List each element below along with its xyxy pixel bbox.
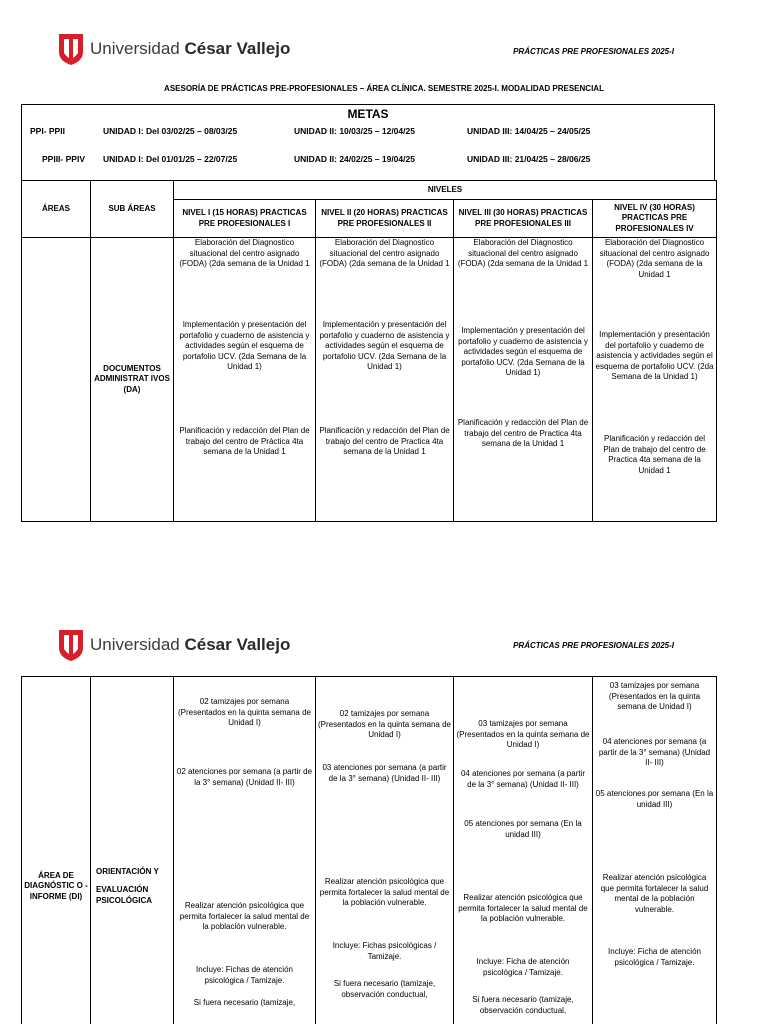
di-cell-level-4: 03 tamizajes por semana (Presentados en la quinta semana de Unidad I) 04 atenciones por semana (a partir de la 3° semana) (Unidad II- III) 05 atenciones por semana (En la unidad III) Realizar atención psicológica que permita fortalecer la salud mental de la población vulnerable. Incluye: Ficha de atención psicológica / Tamizaje. [593,677,717,1024]
header-level-1: NIVEL I (15 HORAS) PRACTICAS PRE PROFESIONALES I [174,200,316,238]
da-cell-level-3: Elaboración del Diagnostico situacional del centro asignado (FODA) (2da semana de la Unidad 1 Implementación y presentación del portafolio y cuaderno de asistencia y actividades según el esquema de portafolio UCV. (2da Semana de la Unidad 1) Planificación y redacción del Plan de trabajo del centro de Practica 4ta semana de la Unidad 1 [454,238,593,522]
di-cell-level-3: 03 tamizajes por semana (Presentados en la quinta semana de Unidad I) 04 atenciones por semana (a partir de la 3° semana) (Unidad II- III) 05 atenciones por semana (En la unidad III) Realizar atención psicológica que permita fortalecer la salud mental de la población vulnerable. Incluye: Ficha de atención psicológica / Tamizaje. Si fuera necesario (tamizaje, observación conductual, [454,677,593,1024]
subarea-da: DOCUMENTOS ADMINISTRAT IVOS (DA) [91,238,174,522]
metas-table [21,180,717,522]
da-cell-level-2: Elaboración del Diagnostico situacional del centro asignado (FODA) (2da semana de la Unidad 1 Implementación y presentación del portafolio y cuaderno de asistencia y actividades según el esquema de portafolio UCV. (2da Semana de la Unidad 1) Planificación y redacción del Plan de trabajo del centro de Practica 4ta semana de la Unidad 1 [316,238,454,522]
metas-unit-3: UNIDAD III: 14/04/25 – 24/05/25 [467,126,591,136]
metas-unit-2: UNIDAD II: 24/02/25 – 19/04/25 [294,154,415,164]
page-2 [0,610,768,1024]
da-cell-level-1: Elaboración del Diagnostico situacional del centro asignado (FODA) (2da semana de la Unidad 1 Implementación y presentación del portafolio y cuaderno de asistencia y actividades según el esquema de portafolio UCV. (2da Semana de la Unidad 1) Planificación y redacción del Plan de trabajo del centro de Práctica 4ta semana de la Unidad 1 [174,238,316,522]
metas-title: METAS [347,107,389,121]
header-subareas: SUB ÁREAS [91,181,174,238]
metas-box [21,104,715,180]
metas-group: PPI- PPII [30,126,65,136]
header-level-4: NIVEL IV (30 HORAS) PRACTICAS PRE PROFESIONALES IV [593,200,717,238]
metas-unit-2: UNIDAD II: 10/03/25 – 12/04/25 [294,126,415,136]
header-level-2: NIVEL II (20 HORAS) PRACTICAS PRE PROFESIONALES II [316,200,454,238]
header-areas: ÁREAS [22,181,91,238]
table-row [22,238,717,522]
shield-icon [58,628,84,662]
metas-unit-1: UNIDAD I: Del 01/01/25 – 22/07/25 [103,154,238,164]
table-row [22,677,717,1024]
subarea-orientacion: ORIENTACIÓN Y EVALUACIÓN PSICOLÓGICA [91,677,174,1024]
di-cell-level-2: 02 tamizajes por semana (Presentados en la quinta semana de Unidad I) 03 atenciones por semana (a partir de la 3° semana) (Unidad II- III) Realizar atención psicológica que permita fortalecer la salud mental de la población vulnerable. Incluye: Fichas psicológicas / Tamizaje. Si fuera necesario (tamizaje, observación conductual, [316,677,454,1024]
diagnostico-table [21,676,717,1024]
university-name: Universidad César Vallejo [90,39,291,58]
metas-unit-3: UNIDAD III: 21/04/25 – 28/06/25 [467,154,591,164]
di-cell-level-1: 02 tamizajes por semana (Presentados en la quinta semana de Unidad I) 02 atenciones por semana (a partir de la 3° semana) (Unidad II- III) Realizar atención psicológica que permita fortalecer la salud mental de la población vulnerable. Incluye: Fichas de atención psicológica / Tamizaje. Si fuera necesario (tamizaje, [174,677,316,1024]
header-niveles: NIVELES [174,181,717,200]
document-subtitle: ASESORÍA DE PRÁCTICAS PRE-PROFESIONALES – ÁREA CLÍNICA. SEMESTRE 2025-I. MODALIDAD PRESENCIAL [164,84,604,93]
header-level-3: NIVEL III (30 HORAS) PRACTICAS PRE PROFESIONALES III [454,200,593,238]
university-name: Universidad César Vallejo [90,635,291,654]
area-cell [22,238,91,522]
document-header: PRÁCTICAS PRE PROFESIONALES 2025-I [513,641,674,650]
da-cell-level-4: Elaboración del Diagnostico situacional del centro asignado (FODA) (2da semana de la Unidad 1 Implementación y presentación del portafolio y cuaderno de asistencia y actividades según el esquema de portafolio UCV. (2da Semana de la Unidad 1) Planificación y redacción del Plan de trabajo del centro de Practica 4ta semana de la Unidad 1 [593,238,717,522]
metas-unit-1: UNIDAD I: Del 03/02/25 – 08/03/25 [103,126,238,136]
area-di: ÁREA DE DIAGNÓSTIC O - INFORME (DI) [22,677,91,1024]
shield-icon [58,32,84,66]
metas-group: PPIII- PPIV [42,154,85,164]
university-logo [58,628,290,662]
document-header: PRÁCTICAS PRE PROFESIONALES 2025-I [513,47,674,56]
university-logo [58,32,290,66]
